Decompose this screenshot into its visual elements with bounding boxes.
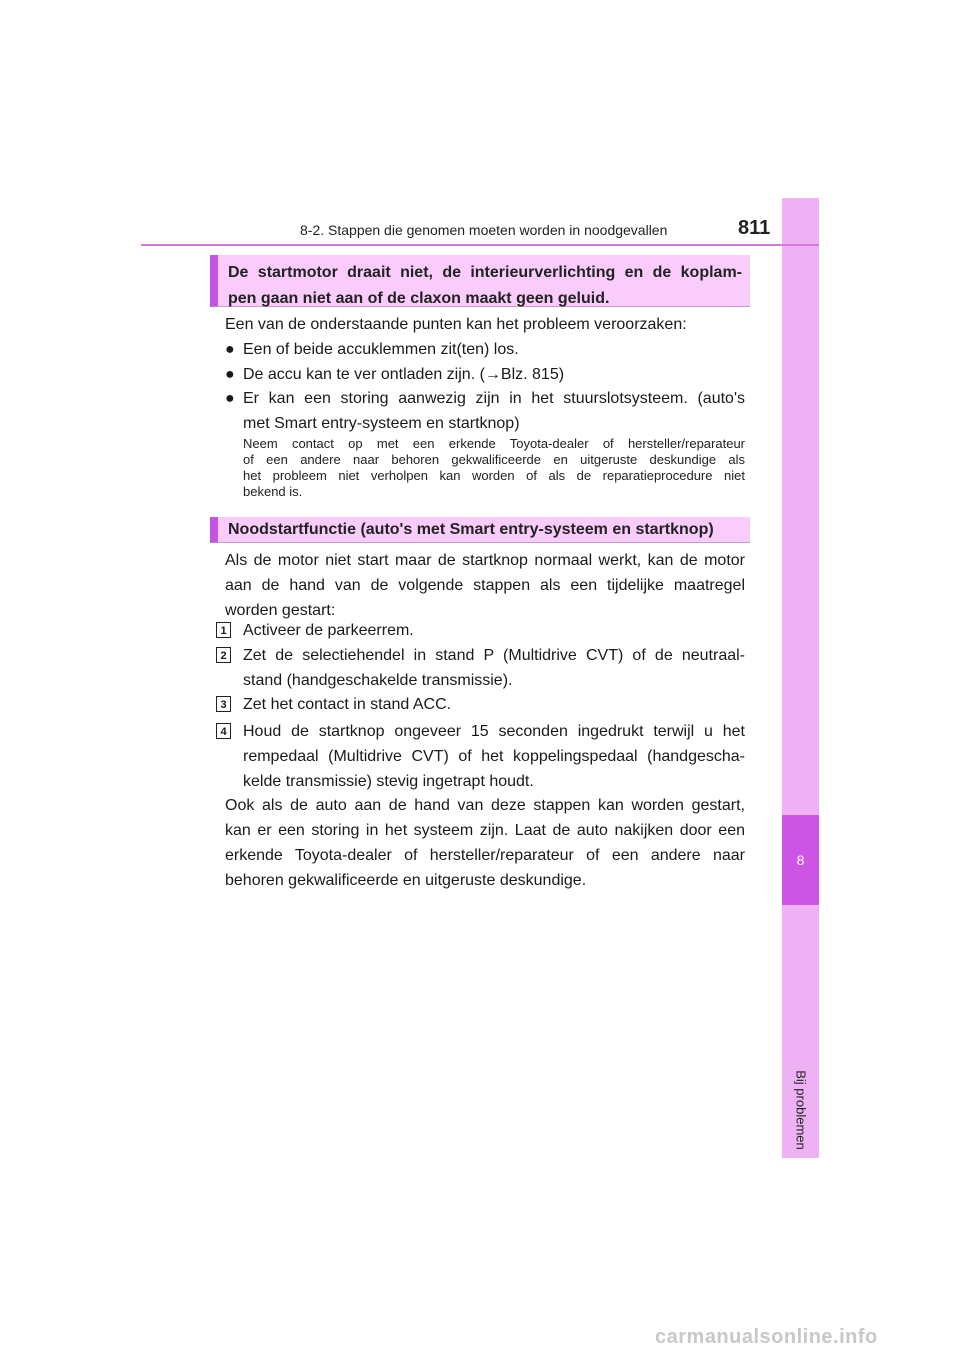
step-item bbox=[216, 618, 745, 643]
step-text: Zet het contact in stand ACC. bbox=[243, 696, 452, 713]
step-item bbox=[216, 719, 745, 794]
note-text bbox=[243, 436, 745, 500]
chapter-number: 8 bbox=[782, 815, 819, 905]
step-number-badge: 2 bbox=[216, 647, 231, 663]
bullet-text: Er kan een storing aanwezig zijn in het stuurslotsysteem. (auto's bbox=[243, 390, 745, 407]
bullet-item bbox=[225, 386, 745, 436]
bullet-text: De accu kan te ver ontladen zijn. (→Blz. 815) bbox=[243, 366, 565, 383]
bullet-text-cont: met Smart entry-systeem en startknop) bbox=[243, 415, 520, 432]
chapter-side-tab[interactable] bbox=[782, 198, 819, 1158]
closing-line: kan er een storing in het systeem zijn. Laat de auto nakijken door een bbox=[225, 822, 745, 839]
step-number-badge: 3 bbox=[216, 696, 231, 712]
section2-closing bbox=[225, 793, 745, 893]
bullet-item bbox=[225, 362, 745, 387]
step-item bbox=[216, 643, 745, 693]
section1-title-line2: pen gaan niet aan of de claxon maakt geen geluid. bbox=[228, 290, 610, 307]
note-line: bekend is. bbox=[243, 484, 303, 499]
bullet-item bbox=[225, 337, 745, 362]
step-text: Houd de startknop ongeveer 15 seconden ingedrukt terwijl u het bbox=[243, 723, 745, 740]
step-number-badge: 1 bbox=[216, 622, 231, 638]
bullet-text: Een of beide accuklemmen zit(ten) los. bbox=[243, 341, 519, 358]
bullet-icon: ● bbox=[225, 366, 235, 383]
closing-line: behoren gekwalificeerde en uitgeruste deskundige. bbox=[225, 872, 587, 889]
page-number: 811 bbox=[738, 217, 771, 239]
step-item bbox=[216, 692, 745, 717]
section1-intro: Een van de onderstaande punten kan het probleem veroorzaken: bbox=[225, 316, 687, 333]
step-text-cont: stand (handgeschakelde transmissie). bbox=[243, 672, 513, 689]
step-text: Zet de selectiehendel in stand P (Multidrive CVT) of de neutraal- bbox=[243, 647, 745, 664]
intro-line: aan de hand van de volgende stappen als een tijdelijke maatregel bbox=[225, 577, 745, 594]
section2-intro bbox=[225, 548, 745, 623]
note-line: of een andere naar behoren gekwalificeerde en uitgeruste deskundige als bbox=[243, 452, 745, 467]
step-number-badge: 4 bbox=[216, 723, 231, 739]
closing-line: Ook als de auto aan de hand van deze stappen kan worden gestart, bbox=[225, 797, 745, 814]
note-line: het probleem niet verholpen kan worden of als de reparatieprocedure niet bbox=[243, 468, 745, 483]
step-text: Activeer de parkeerrem. bbox=[243, 622, 414, 639]
bullet-icon: ● bbox=[225, 341, 235, 358]
section-title-box-2 bbox=[210, 517, 750, 543]
bullet-icon: ● bbox=[225, 390, 235, 407]
chapter-label: Bij problemen bbox=[793, 1070, 809, 1150]
header-divider bbox=[141, 244, 819, 246]
section-header: 8-2. Stappen die genomen moeten worden in noodgevallen bbox=[300, 222, 668, 238]
step-text-cont: rempedaal (Multidrive CVT) of het koppelingspedaal (handgescha- bbox=[243, 748, 745, 765]
section1-title-line1: De startmotor draait niet, de interieurverlichting en de koplam- bbox=[228, 264, 742, 281]
intro-line: Als de motor niet start maar de startknop normaal werkt, kan de motor bbox=[225, 552, 745, 569]
watermark-text: carmanualsonline.info bbox=[655, 1326, 878, 1348]
step-text-cont: kelde transmissie) stevig ingetrapt houdt. bbox=[243, 773, 534, 790]
closing-line: erkende Toyota-dealer of hersteller/reparateur of een andere naar bbox=[225, 847, 745, 864]
note-line: Neem contact op met een erkende Toyota-dealer of hersteller/reparateur bbox=[243, 436, 745, 451]
section-title-box-1 bbox=[210, 255, 750, 307]
intro-line: worden gestart: bbox=[225, 602, 336, 619]
section2-title: Noodstartfunctie (auto's met Smart entry-systeem en startknop) bbox=[228, 521, 714, 538]
